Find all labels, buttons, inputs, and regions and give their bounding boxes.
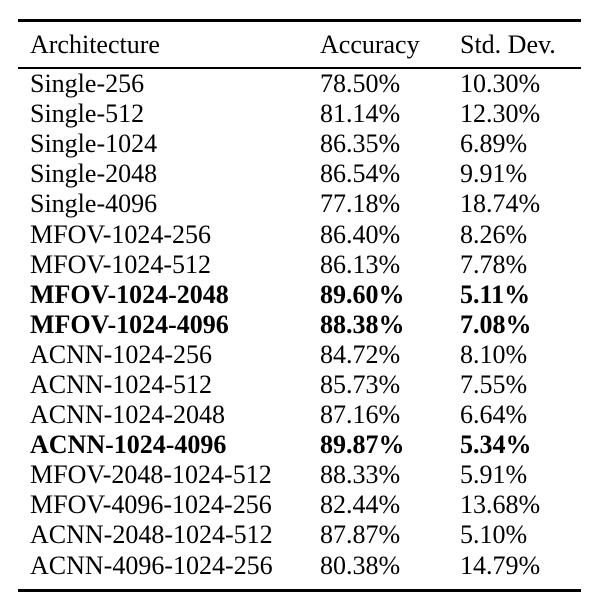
stddev-cell: 5.91% bbox=[460, 460, 528, 490]
table-row bbox=[18, 159, 581, 189]
architecture-cell: Single-1024 bbox=[30, 129, 158, 159]
stddev-cell: 9.91% bbox=[460, 159, 528, 189]
stddev-cell: 14.79% bbox=[460, 550, 541, 580]
architecture-cell: Single-2048 bbox=[30, 159, 158, 189]
architecture-cell: Single-4096 bbox=[30, 189, 158, 219]
architecture-cell: ACNN-1024-512 bbox=[30, 369, 212, 399]
table-row bbox=[18, 129, 581, 159]
stddev-cell: 5.10% bbox=[460, 520, 528, 550]
architecture-cell: ACNN-1024-4096 bbox=[30, 430, 227, 460]
accuracy-cell: 88.38% bbox=[320, 309, 405, 339]
table-row bbox=[18, 490, 581, 520]
table-bottom-spacer bbox=[18, 581, 581, 589]
stddev-cell: 6.64% bbox=[460, 400, 528, 430]
table-row bbox=[18, 250, 581, 280]
stddev-cell: 8.10% bbox=[460, 339, 528, 369]
accuracy-cell: 78.50% bbox=[320, 69, 401, 99]
results-table bbox=[18, 19, 581, 592]
architecture-cell: MFOV-4096-1024-256 bbox=[30, 490, 272, 520]
accuracy-cell: 86.54% bbox=[320, 159, 401, 189]
stddev-cell: 10.30% bbox=[460, 69, 541, 99]
accuracy-cell: 86.35% bbox=[320, 129, 401, 159]
accuracy-cell: 86.40% bbox=[320, 219, 401, 249]
table-row bbox=[18, 370, 581, 400]
architecture-cell: ACNN-1024-2048 bbox=[30, 400, 225, 430]
stddev-cell: 18.74% bbox=[460, 189, 541, 219]
accuracy-cell: 89.60% bbox=[320, 279, 405, 309]
table-row bbox=[18, 551, 581, 581]
stddev-cell: 12.30% bbox=[460, 99, 541, 129]
stddev-cell: 5.11% bbox=[460, 279, 531, 309]
accuracy-cell: 86.13% bbox=[320, 249, 401, 279]
table-bottom-rule bbox=[18, 589, 581, 592]
table-row bbox=[18, 400, 581, 430]
stddev-cell: 7.55% bbox=[460, 369, 528, 399]
accuracy-cell: 85.73% bbox=[320, 369, 401, 399]
accuracy-cell: 88.33% bbox=[320, 460, 401, 490]
accuracy-cell: 87.87% bbox=[320, 520, 401, 550]
architecture-cell: Single-512 bbox=[30, 99, 145, 129]
table-row bbox=[18, 69, 581, 99]
architecture-cell: MFOV-1024-4096 bbox=[30, 309, 229, 339]
table-row bbox=[18, 189, 581, 219]
accuracy-cell: 77.18% bbox=[320, 189, 401, 219]
column-header-std-dev: Std. Dev. bbox=[460, 29, 556, 59]
stddev-cell: 7.08% bbox=[460, 309, 532, 339]
stddev-cell: 6.89% bbox=[460, 129, 528, 159]
architecture-cell: MFOV-2048-1024-512 bbox=[30, 460, 272, 490]
table-header-row bbox=[18, 22, 581, 67]
table-row bbox=[18, 310, 581, 340]
table-row bbox=[18, 219, 581, 249]
table-row bbox=[18, 280, 581, 310]
column-header-architecture: Architecture bbox=[30, 29, 160, 59]
stddev-cell: 8.26% bbox=[460, 219, 528, 249]
architecture-cell: ACNN-1024-256 bbox=[30, 339, 212, 369]
table-body bbox=[18, 69, 581, 581]
table-row bbox=[18, 340, 581, 370]
architecture-cell: MFOV-1024-512 bbox=[30, 249, 212, 279]
accuracy-cell: 82.44% bbox=[320, 490, 401, 520]
table-row bbox=[18, 460, 581, 490]
accuracy-cell: 81.14% bbox=[320, 99, 401, 129]
accuracy-cell: 80.38% bbox=[320, 550, 401, 580]
architecture-cell: Single-256 bbox=[30, 69, 145, 99]
architecture-cell: MFOV-1024-2048 bbox=[30, 279, 229, 309]
column-header-accuracy: Accuracy bbox=[320, 29, 420, 59]
table-row bbox=[18, 520, 581, 550]
accuracy-cell: 89.87% bbox=[320, 430, 405, 460]
architecture-cell: MFOV-1024-256 bbox=[30, 219, 212, 249]
stddev-cell: 13.68% bbox=[460, 490, 541, 520]
table-row bbox=[18, 430, 581, 460]
table-row bbox=[18, 99, 581, 129]
stddev-cell: 7.78% bbox=[460, 249, 528, 279]
stddev-cell: 5.34% bbox=[460, 430, 532, 460]
architecture-cell: ACNN-4096-1024-256 bbox=[30, 550, 273, 580]
accuracy-cell: 84.72% bbox=[320, 339, 401, 369]
accuracy-cell: 87.16% bbox=[320, 400, 401, 430]
architecture-cell: ACNN-2048-1024-512 bbox=[30, 520, 273, 550]
